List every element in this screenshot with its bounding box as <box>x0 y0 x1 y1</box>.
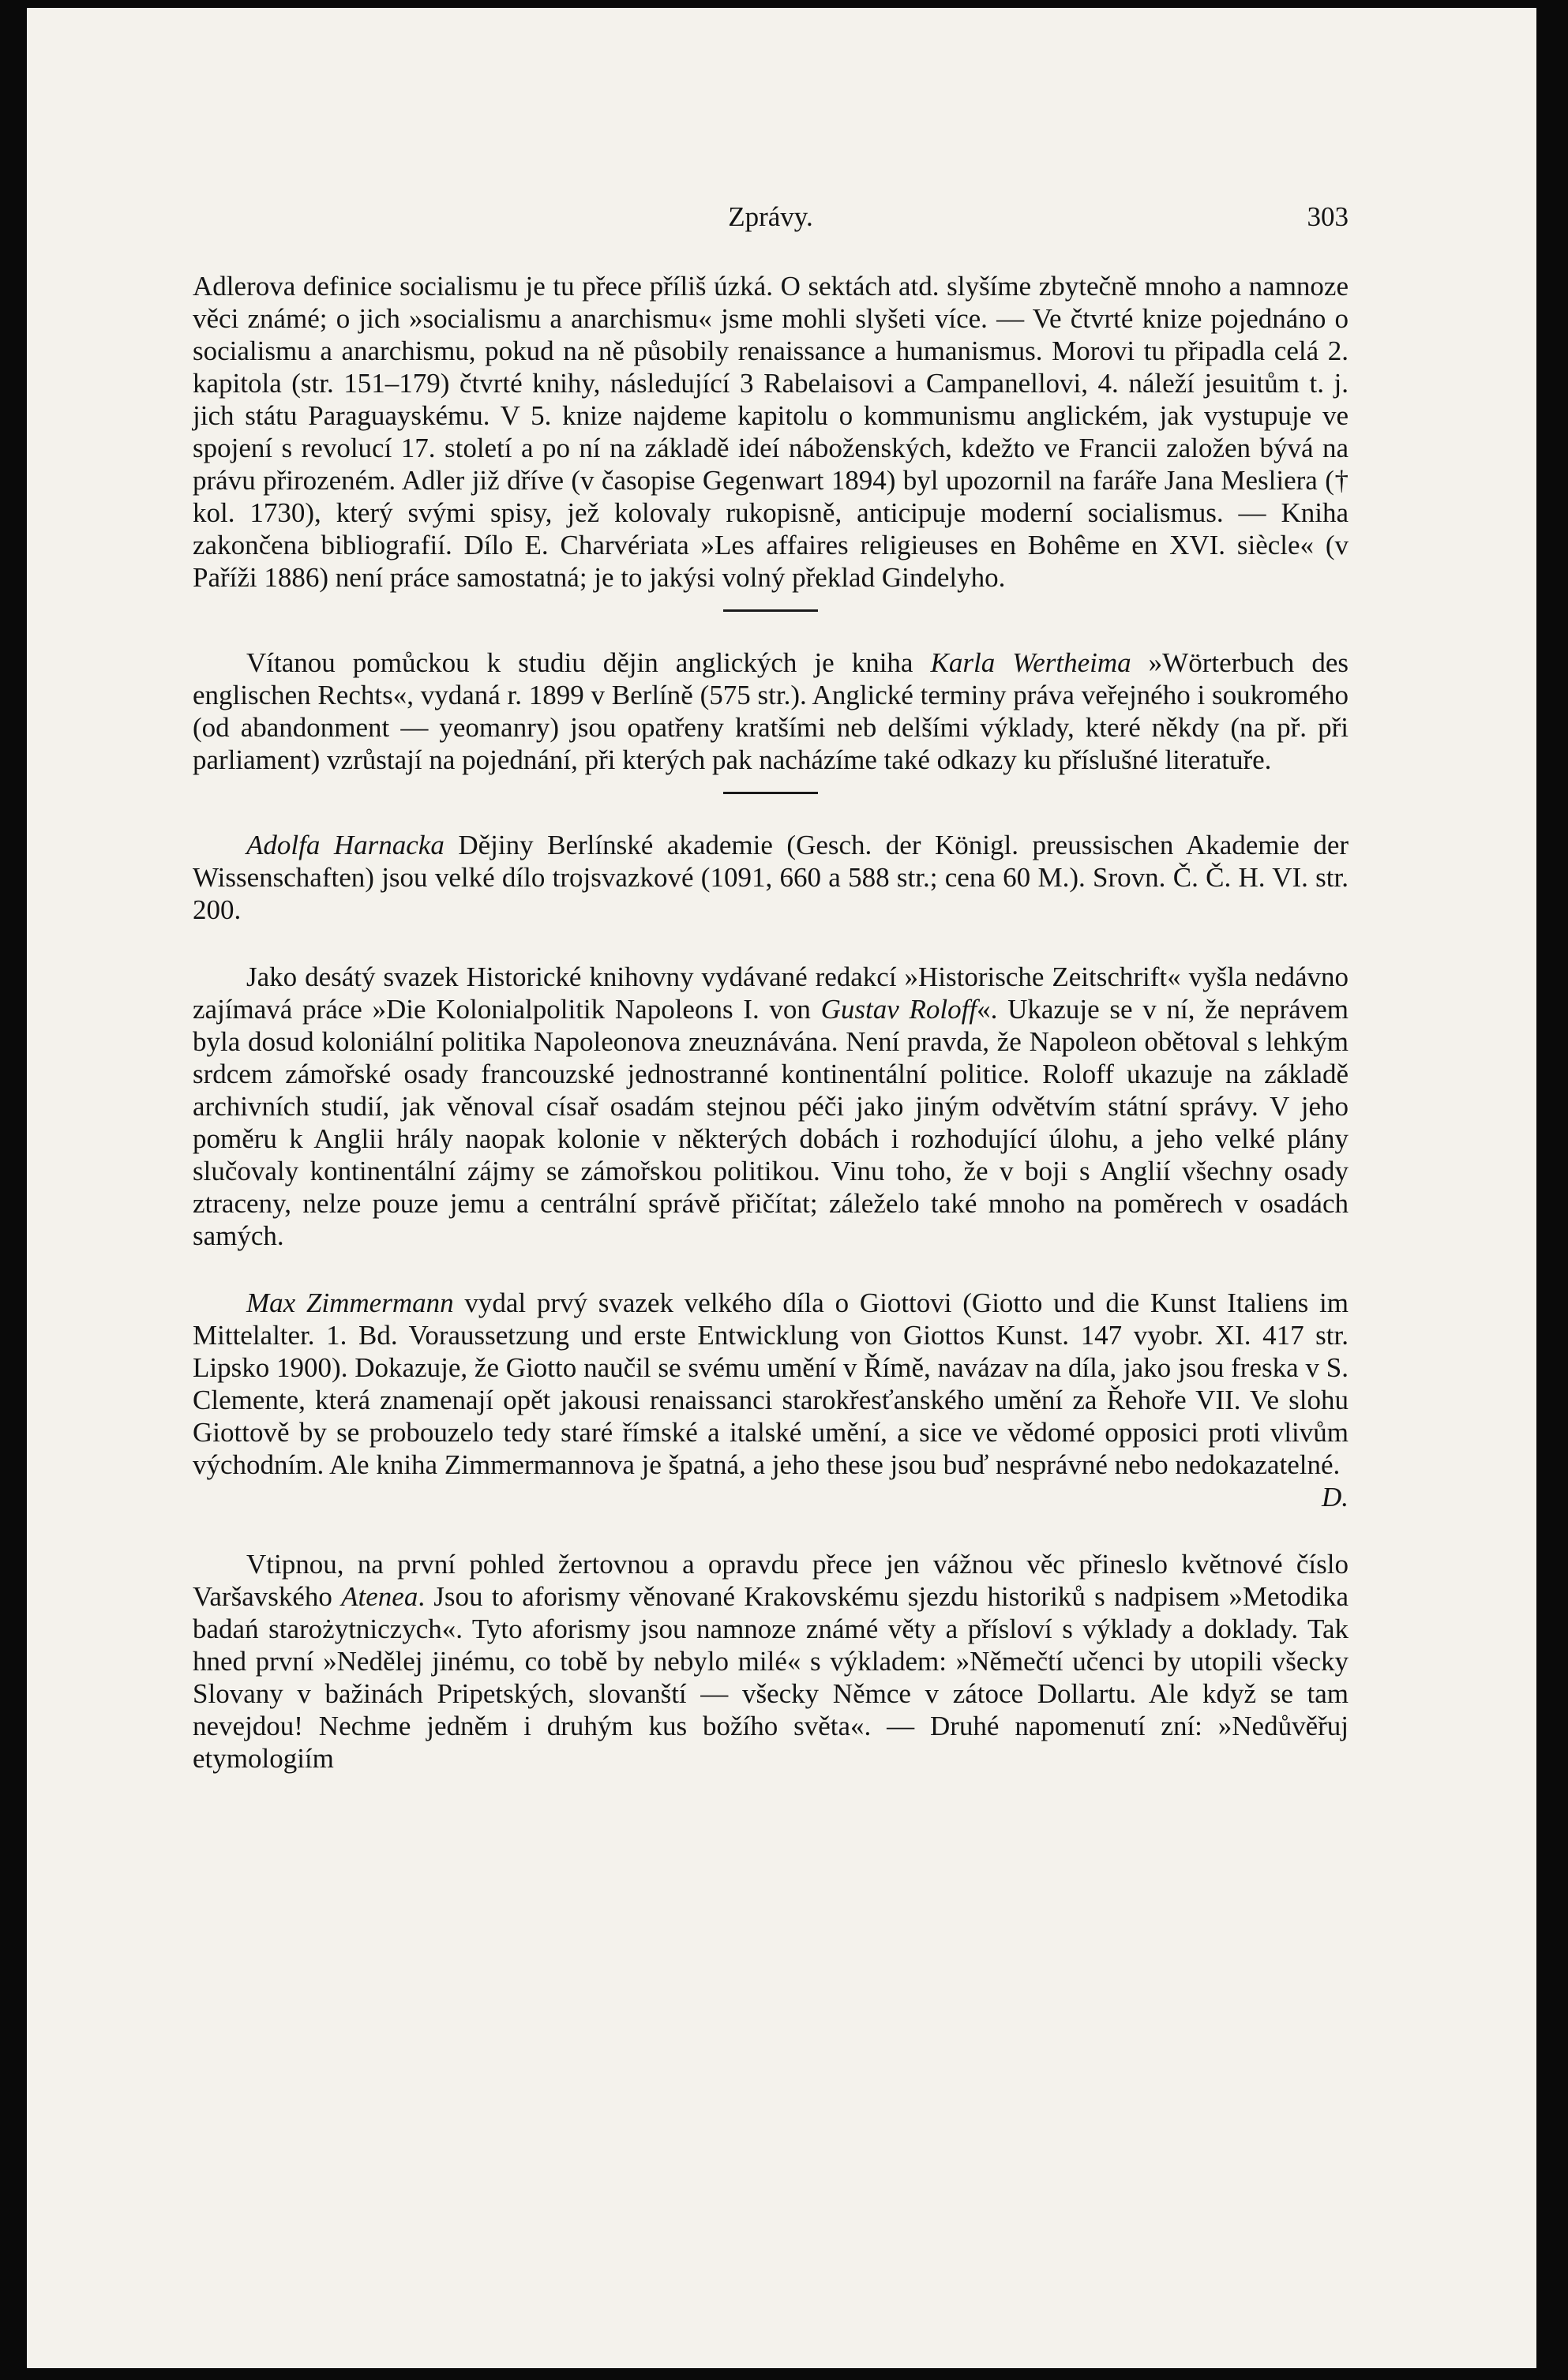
paragraph-roloff <box>193 961 1349 1252</box>
paragraph-text: «. Ukazuje se v ní, že neprávem byla dosud koloniální politika Napoleonova zneuznávána. Není pravda, že Napoleon obětoval s lehkým srdcem zámořské osady francouzské jednostranné kontinentální politice. Roloff ukazuje na základě archivních studií, jak věnoval císař osadám stejnou péči jako jiným odvětvím státní správy. V jeho poměru k Anglii hrály naopak kolonie v některých dobách i rozhodující úlohu, a jeho velké plány slučovaly kontinentální zájmy se zámořskou politikou. Vinu toho, že v boji s Anglií všechny osady ztraceny, nelze pouze jemu a centrální správě přičítat; záleželo také mnoho na poměrech v osadách samých. <box>193 994 1349 1251</box>
paragraph-text: Dějiny Berlínské akademie (Gesch. der Königl. preussischen Akademie der Wissenschaften) jsou velké dílo trojsvazkové (1091, 660 a 588 str.; cena 60 M.). Srovn. Č. Č. H. VI. str. 200. <box>193 830 1349 925</box>
paragraph-wertheim <box>193 647 1349 776</box>
author-name: Max Zimmermann <box>246 1287 454 1318</box>
section-divider <box>723 609 818 612</box>
running-title: Zprávy. <box>728 201 813 232</box>
paragraph-gap <box>193 1252 1349 1287</box>
paragraph-gap <box>193 926 1349 961</box>
paragraph-text: Adlerova definice socialismu je tu přece příliš úzká. O sektách atd. slyšíme zbytečně mnoho a namnoze věci známé; o jich »socialismu a anarchismu« jsme mohli slyšeti více. — Ve čtvrté knize pojednáno o socialismu a anarchismu, pokud na ně působily renaissance a humanismus. Morovi tu připadla celá 2. kapitola (str. 151–179) čtvrté knihy, následující 3 Rabelaisovi a Campanellovi, 4. náleží jesuitům t. j. jich státu Paraguayskému. V 5. knize najdeme kapitolu o kommunismu anglickém, jak vystupuje ve spojení s revolucí 17. století a po ní na základě ideí náboženských, kdežto ve Francii založen bývá na právu přirozeném. Adler již dříve (v časopise Gegenwart 1894) byl upozornil na faráře Jana Mesliera († kol. 1730), který svými spisy, jež kolovaly rukopisně, anticipuje moderní socialismus. — Kniha zakončena bibliografií. Dílo E. Charvériata »Les affaires religieuses en Bohême en XVI. siècle« (v Paříži 1886) není práce samostatná; je to jakýsi volný překlad Gindelyho. <box>193 271 1349 593</box>
paragraph-adler-socialism <box>193 270 1349 594</box>
paragraph-atenea <box>193 1548 1349 1775</box>
paragraph-gap <box>193 1513 1349 1548</box>
author-name: Karla Wertheima <box>930 647 1131 678</box>
paragraph-harnack <box>193 829 1349 926</box>
paragraph-text: »Wörterbuch des englischen Rechts«, vydaná r. 1899 v Berlíně (575 str.). Anglické terminy práva veřejného i soukromého (od abandonment — yeomanry) jsou opatřeny kratšími neb delšími výklady, které někdy (na př. při parliament) vzrůstají na pojednání, při kterých pak nacházíme také odkazy ku příslušné literatuře. <box>193 647 1349 775</box>
section-divider <box>723 792 818 794</box>
author-name: Adolfa Harnacka <box>246 830 445 860</box>
page-content <box>193 194 1349 1775</box>
paragraph-text: Vítanou pomůckou k studiu dějin anglických je kniha <box>246 647 931 678</box>
journal-name: Atenea <box>341 1581 418 1612</box>
paragraph-text: Jako desátý svazek Historické knihovny vydávané redakcí »Historische Zeitschrift« vyšla nedávno zajímavá práce »Die Kolonialpolitik Napoleons I. von <box>193 961 1349 1025</box>
paragraph-text: Vtipnou, na první pohled žertovnou a opravdu přece jen vážnou věc přineslo květnové číslo Varšavského <box>193 1549 1349 1612</box>
running-head <box>193 194 1349 238</box>
document-sheet <box>27 8 1536 2368</box>
page-number: 303 <box>1307 201 1349 232</box>
paragraph-text: . Jsou to aforismy věnované Krakovskému sjezdu historiků s nadpisem »Metodika badań starożytniczych«. Tyto aforismy jsou namnoze známé věty a přísloví s výklady a doklady. Tak hned první »Nedělej jinému, co tobě by nebylo milé« s výkladem: »Němečtí učenci by utopili všecky Slovany v bažinách Pripetských, slovanští — všecky Němce v zátoce Dollartu. Ale když se tam nevejdou! Nechme jedněm i druhým kus božího světa«. — Druhé napomenutí zní: »Nedůvěřuj etymologiím <box>193 1581 1349 1774</box>
paragraph-text: vydal prvý svazek velkého díla o Giottovi (Giotto und die Kunst Italiens im Mittelalter. 1. Bd. Voraussetzung und erste Entwicklung von Giottos Kunst. 147 vyobr. XI. 417 str. Lipsko 1900). Dokazuje, že Giotto naučil se svému umění v Římě, navázav na díla, jako jsou freska v S. Clemente, která znamenají opět jakousi renaissanci starokřesťanského umění za Řehoře VII. Ve slohu Giottově by se probouzelo tedy staré římské a italské umění, a sice ve vědomé opposici proti vlivům východním. Ale kniha Zimmermannova je špatná, a jeho these jsou buď nesprávné nebo nedokazatelné. <box>193 1287 1349 1480</box>
paragraph-zimmermann <box>193 1287 1349 1513</box>
signature: D. <box>1321 1482 1349 1512</box>
author-name: Gustav Roloff <box>820 994 977 1025</box>
